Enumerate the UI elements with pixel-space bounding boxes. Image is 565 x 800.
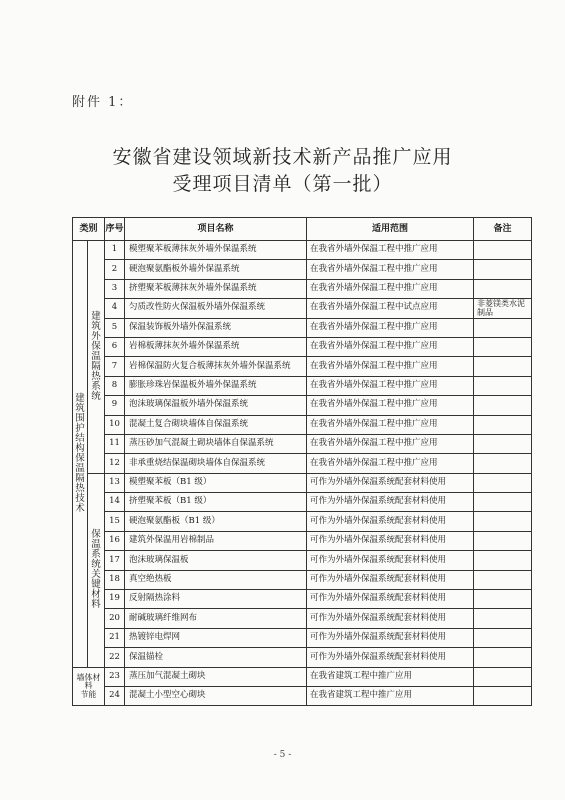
table-row: [73, 279, 532, 298]
cell-no: 18: [105, 570, 125, 589]
category-sub3-cell: [73, 667, 105, 706]
document-title-line1: 安徽省建设领域新技术新产品推广应用: [112, 146, 453, 168]
cell-name: 蒸压砂加气混凝土砌块墙体自保温系统: [125, 434, 307, 453]
cell-no: 6: [105, 337, 125, 356]
table-row: [73, 473, 532, 492]
cell-scope: 在我省外墙外保温工程中推广应用: [307, 415, 474, 434]
cell-scope: 在我省外墙外保温工程中推广应用: [307, 376, 474, 395]
cell-scope: 可作为外墙外保温系统配套材料使用: [307, 512, 474, 531]
cell-name: 挤塑聚苯板薄抹灰外墙外保温系统: [125, 279, 307, 298]
cell-remark: [474, 376, 532, 395]
cell-remark: [474, 667, 532, 686]
cell-scope: 在我省外墙外保温工程中推广应用: [307, 241, 474, 260]
cell-remark: [474, 609, 532, 628]
cell-no: 4: [105, 299, 125, 318]
header-scope: 适用范围: [307, 218, 474, 241]
cell-remark: [474, 493, 532, 512]
header-name: 项目名称: [125, 218, 307, 241]
cell-scope: 在我省外墙外保温工程中推广应用: [307, 434, 474, 453]
cell-no: 19: [105, 590, 125, 609]
cell-scope: 在我省外墙外保温工程中推广应用: [307, 454, 474, 473]
table-header-row: [73, 218, 532, 241]
cell-remark: [474, 512, 532, 531]
category-sub1: 建筑外保温隔热系统: [91, 310, 101, 402]
table-row: [73, 299, 532, 318]
table-row: [73, 337, 532, 356]
cell-scope: 在我省建筑工程中推广应用: [307, 686, 474, 705]
cell-scope: 可作为外墙外保温系统配套材料使用: [307, 628, 474, 647]
cell-remark: [474, 279, 532, 298]
cell-remark: [474, 260, 532, 279]
cell-no: 21: [105, 628, 125, 647]
cell-no: 17: [105, 551, 125, 570]
table-row: [73, 260, 532, 279]
cell-no: 2: [105, 260, 125, 279]
cell-name: 硬泡聚氨酯板（B1 级）: [125, 512, 307, 531]
table-row: [73, 357, 532, 376]
cell-no: 20: [105, 609, 125, 628]
cell-name: 蒸压加气混凝土砌块: [125, 667, 307, 686]
cell-name: 耐碱玻璃纤维网布: [125, 609, 307, 628]
cell-remark: [474, 570, 532, 589]
category-sub3: 墙体材料: [76, 672, 101, 691]
cell-no: 23: [105, 667, 125, 686]
cell-name: 非承重烧结保温砌块墙体自保温系统: [125, 454, 307, 473]
table-row: [73, 628, 532, 647]
cell-no: 12: [105, 454, 125, 473]
table-row: [73, 318, 532, 337]
cell-no: 14: [105, 493, 125, 512]
table-row: [73, 667, 532, 686]
cell-name: 硬泡聚氨酯板外墙外保温系统: [125, 260, 307, 279]
table-row: [73, 454, 532, 473]
category-main: 建筑围护结构保温隔热技术: [75, 392, 85, 514]
header-remark: 备注: [474, 218, 532, 241]
header-no: 序号: [105, 218, 125, 241]
cell-scope: 在我省外墙外保温工程中推广应用: [307, 279, 474, 298]
document-title-line2: 受理项目清单（第一批）: [172, 173, 393, 195]
cell-remark: [474, 415, 532, 434]
table-row: [73, 415, 532, 434]
cell-scope: 在我省外墙外保温工程中推广应用: [307, 357, 474, 376]
table-row: [73, 531, 532, 550]
table-row: [73, 570, 532, 589]
cell-name: 建筑外保温用岩棉制品: [125, 531, 307, 550]
cell-remark: [474, 454, 532, 473]
cell-remark: [474, 551, 532, 570]
cell-name: 保温锚栓: [125, 648, 307, 667]
table-row: [73, 512, 532, 531]
cell-remark: [474, 241, 532, 260]
cell-remark: [474, 337, 532, 356]
cell-scope: 可作为外墙外保温系统配套材料使用: [307, 493, 474, 512]
cell-remark: [474, 318, 532, 337]
page-number: - 5 -: [273, 750, 292, 760]
cell-remark: [474, 590, 532, 609]
cell-no: 7: [105, 357, 125, 376]
cell-remark: [474, 686, 532, 705]
cell-scope: 可作为外墙外保温系统配套材料使用: [307, 590, 474, 609]
cell-no: 5: [105, 318, 125, 337]
cell-name: 热镀锌电焊网: [125, 628, 307, 647]
cell-name: 挤塑聚苯板（B1 级）: [125, 493, 307, 512]
table-row: [73, 241, 532, 260]
table-body: [73, 241, 532, 706]
category-main-cell: [73, 241, 88, 668]
cell-name: 真空绝热板: [125, 570, 307, 589]
cell-no: 15: [105, 512, 125, 531]
project-list-table: [72, 217, 532, 706]
header-category: 类别: [73, 218, 105, 241]
cell-no: 3: [105, 279, 125, 298]
cell-no: 16: [105, 531, 125, 550]
table-row: [73, 648, 532, 667]
category-sub2-cell: [88, 473, 105, 667]
table-row: [73, 590, 532, 609]
table-row: [73, 434, 532, 453]
cell-no: 8: [105, 376, 125, 395]
cell-remark: [474, 531, 532, 550]
table-row: [73, 551, 532, 570]
cell-name: 膨胀珍珠岩保温板外墙外保温系统: [125, 376, 307, 395]
cell-name: 混凝土小型空心砌块: [125, 686, 307, 705]
cell-no: 1: [105, 241, 125, 260]
table-row: [73, 493, 532, 512]
cell-scope: 在我省外墙外保温工程中推广应用: [307, 396, 474, 415]
table-row: [73, 376, 532, 395]
table-row: [73, 686, 532, 705]
cell-remark: 非菱镁类水泥制品: [474, 299, 532, 318]
cell-name: 保温装饰板外墙外保温系统: [125, 318, 307, 337]
cell-no: 9: [105, 396, 125, 415]
cell-scope: 可作为外墙外保温系统配套材料使用: [307, 531, 474, 550]
table-row: [73, 396, 532, 415]
cell-name: 模塑聚苯板（B1 级）: [125, 473, 307, 492]
cell-scope: 可作为外墙外保温系统配套材料使用: [307, 551, 474, 570]
cell-scope: 在我省建筑工程中推广应用: [307, 667, 474, 686]
attachment-label: 附件 1：: [72, 95, 134, 110]
cell-remark: [474, 434, 532, 453]
cell-no: 10: [105, 415, 125, 434]
cell-scope: 可作为外墙外保温系统配套材料使用: [307, 570, 474, 589]
cell-remark: [474, 473, 532, 492]
cell-remark: [474, 357, 532, 376]
category-sub2: 保温系统关键材料: [91, 529, 101, 611]
cell-remark: [474, 648, 532, 667]
cell-remark: [474, 396, 532, 415]
cell-no: 24: [105, 686, 125, 705]
cell-remark: [474, 628, 532, 647]
category-sub3-extra: 节能: [80, 689, 97, 699]
cell-no: 11: [105, 434, 125, 453]
cell-name: 岩棉板薄抹灰外墙外保温系统: [125, 337, 307, 356]
category-sub1-cell: [88, 241, 105, 474]
cell-name: 模塑聚苯板薄抹灰外墙外保温系统: [125, 241, 307, 260]
cell-name: 反射隔热涂料: [125, 590, 307, 609]
cell-no: 13: [105, 473, 125, 492]
cell-scope: 在我省外墙外保温工程中试点应用: [307, 299, 474, 318]
cell-no: 22: [105, 648, 125, 667]
table-row: [73, 609, 532, 628]
cell-scope: 在我省外墙外保温工程中推广应用: [307, 260, 474, 279]
cell-scope: 可作为外墙外保温系统配套材料使用: [307, 648, 474, 667]
cell-scope: 在我省外墙外保温工程中推广应用: [307, 318, 474, 337]
cell-name: 泡沫玻璃保温板外墙外保温系统: [125, 396, 307, 415]
cell-name: 混凝土复合砌块墙体自保温系统: [125, 415, 307, 434]
cell-name: 泡沫玻璃保温板: [125, 551, 307, 570]
cell-scope: 可作为外墙外保温系统配套材料使用: [307, 609, 474, 628]
cell-name: 岩棉保温防火复合板薄抹灰外墙外保温系统: [125, 357, 307, 376]
cell-name: 匀质改性防火保温板外墙外保温系统: [125, 299, 307, 318]
cell-scope: 在我省外墙外保温工程中推广应用: [307, 337, 474, 356]
cell-scope: 可作为外墙外保温系统配套材料使用: [307, 473, 474, 492]
